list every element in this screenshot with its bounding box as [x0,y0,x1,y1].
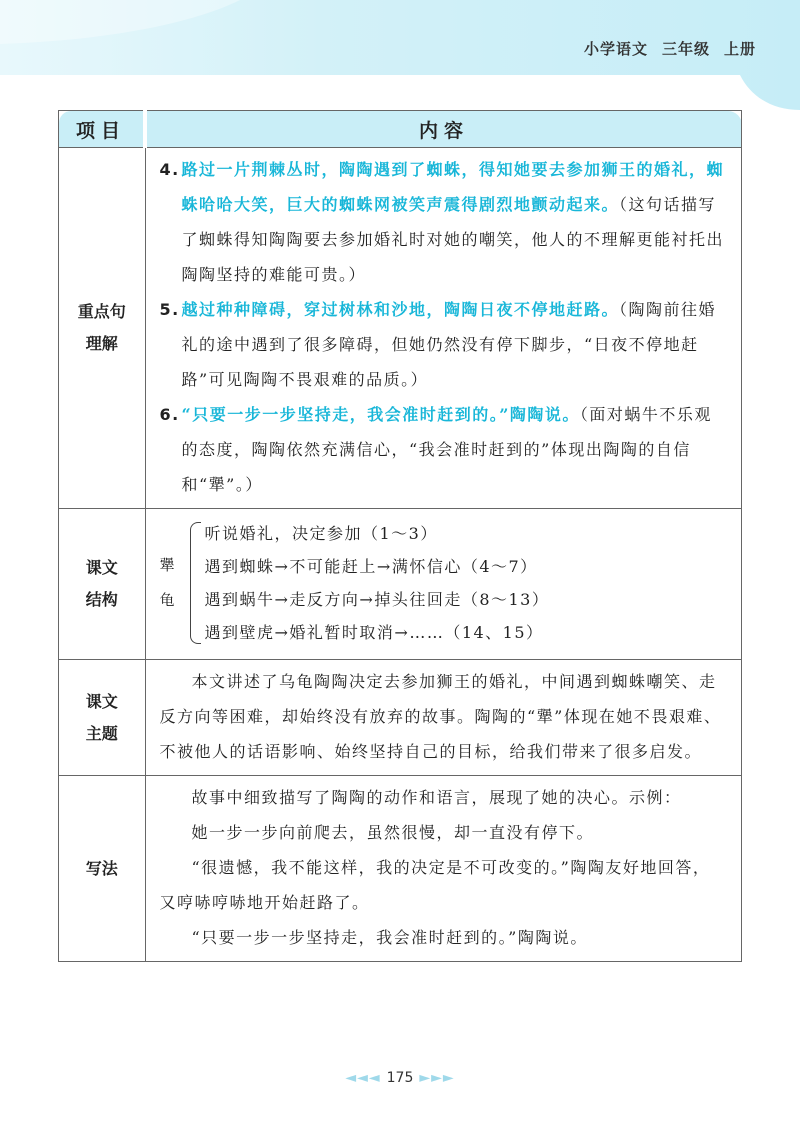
key-sentences-content [145,148,742,509]
column-header-item: 项目 [59,111,146,148]
table-header-row [59,111,742,148]
header-volume: 上册 [723,40,756,58]
right-arrows-icon: ►►► [419,1070,455,1086]
structure-line: 遇到壁虎→婚礼暂时取消→……（14、15） [204,623,544,642]
writing-paragraph: 她一步一步向前爬去，虽然很慢，却一直没有停下。 [191,823,595,842]
label-line: 课文 [85,558,118,577]
row-structure [59,509,742,660]
row-label-theme [59,660,146,776]
writing-paragraph: “很遗憾，我不能这样，我的决定是不可改变的。”陶陶友好地回答，又哼哧哼哧地开始赶路了。 [159,858,711,912]
structure-line: 听说婚礼，决定参加（1～3） [204,524,438,543]
structure-branches [205,517,550,649]
label-line: 主题 [85,723,118,743]
quoted-sentence: 路过一片荆棘丛时，陶陶遇到了蜘蛛，得知她要去参加狮王的婚礼，蜘蛛哈哈大笑，巨大的蜘蛛网被笑声震得剧烈地颤动起来。 [181,160,725,214]
item-number: 5. [159,300,180,319]
brace-icon [190,522,201,644]
writing-paragraph: 故事中细致描写了陶陶的动作和语言，展现了她的决心。示例： [191,788,682,807]
row-label-structure [59,509,146,660]
label-line: 重点句 [77,302,126,321]
writing-content [145,776,742,962]
row-writing [59,776,742,962]
row-label-writing: 写法 [59,776,146,962]
page-number: 175 [386,1070,414,1086]
label-line: 理解 [85,334,118,353]
item-number: 4. [159,160,180,179]
label-line: 课文 [85,691,118,711]
quoted-sentence: “只要一步一步坚持走，我会准时赶到的。”陶陶说。 [181,405,580,424]
page-footer [0,1070,800,1086]
row-key-sentences [59,148,742,509]
sentence-note: （面对蜗牛不乐观的态度，陶陶依然充满信心，“我会准时赶到的”体现出陶陶的自信和“犟”。） [181,405,712,494]
structure-root: 犟龟 [159,556,177,609]
sentence-item [160,292,728,397]
sentence-note: （陶陶前往婚礼的途中遇到了很多障碍，但她仍然没有停下脚步，“日夜不停地赶路”可见陶陶不畏艰难的品质。） [181,300,717,389]
quoted-sentence: 越过种种障碍，穿过树林和沙地，陶陶日夜不停地赶路。 [181,300,620,319]
theme-content [145,660,742,776]
row-label-key-sentences [59,148,146,509]
sentence-item [160,152,728,292]
header-grade: 三年级 [661,40,710,58]
label-line: 结构 [85,590,118,609]
structure-content [145,509,742,660]
sentence-item [160,397,728,502]
writing-paragraph: “只要一步一步坚持走，我会准时赶到的。”陶陶说。 [191,928,588,947]
summary-table [58,110,742,962]
row-theme [59,660,742,776]
left-arrows-icon: ◄◄◄ [345,1070,381,1086]
structure-diagram [160,513,728,653]
theme-text: 本文讲述了乌龟陶陶决定去参加狮王的婚礼，中间遇到蜘蛛嘲笑、走反方向等困难，却始终没有放弃的故事。陶陶的“犟”体现在她不畏艰难、不被他人的话语影响、始终坚持自己的目标，给我们带来了很多启发。 [159,672,722,761]
structure-line: 遇到蜗牛→走反方向→掉头往回走（8～13） [204,590,550,609]
header-band [0,0,800,120]
structure-line: 遇到蜘蛛→不可能赶上→满怀信心（4～7） [204,557,538,576]
header-subject: 小学语文 [583,40,648,58]
sentence-note: （这句话描写了蜘蛛得知陶陶要去参加婚礼时对她的嘲笑，他人的不理解更能衬托出陶陶坚持的难能可贵。） [181,195,725,284]
column-header-content: 内容 [145,111,742,148]
item-number: 6. [159,405,180,424]
page-header [570,38,756,59]
